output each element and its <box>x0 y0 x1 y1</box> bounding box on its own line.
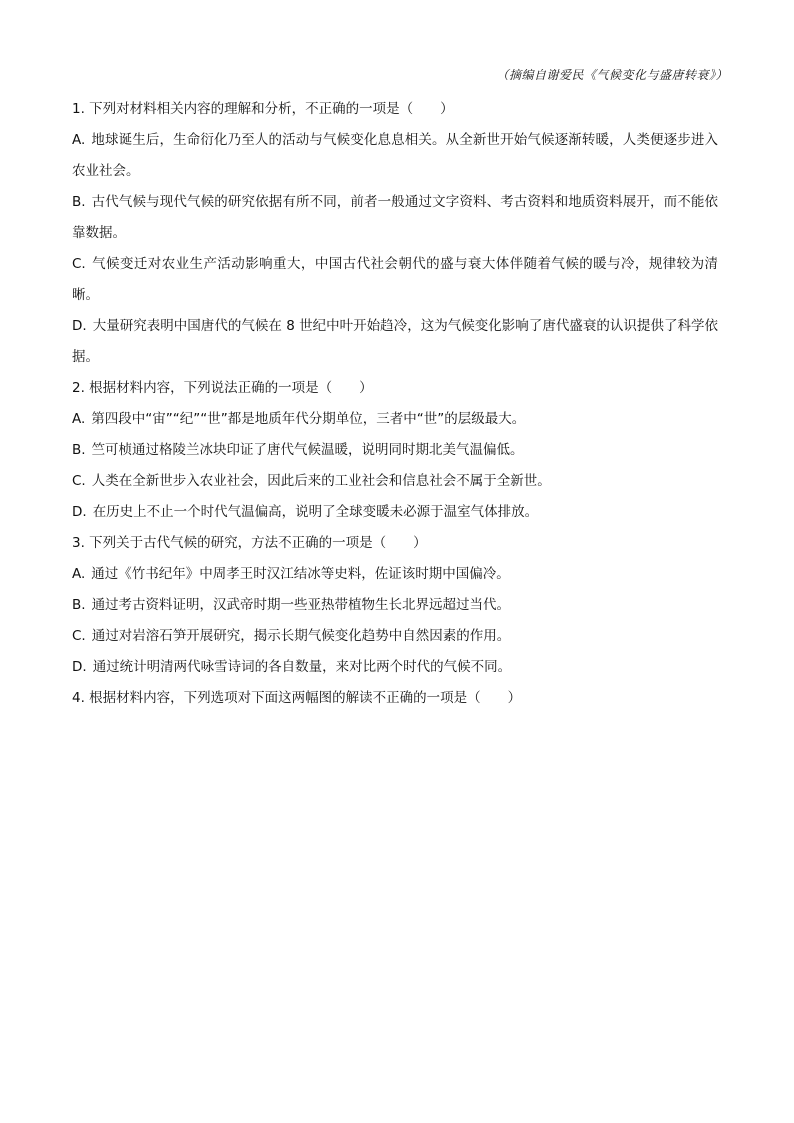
question-stem: 1. 下列对材料相关内容的理解和分析，不正确的一项是（ ） <box>72 101 454 117</box>
question-stem: 3. 下列关于古代气候的研究，方法不正确的一项是（ ） <box>72 535 427 551</box>
option-letter: B. <box>72 194 86 210</box>
option-letter: A. <box>72 132 86 148</box>
option-d <box>72 311 718 373</box>
option-text: 通过《竹书纪年》中周孝王时汉江结冰等史料，佐证该时期中国偏冷。 <box>91 566 510 582</box>
option-text: 气候变迁对农业生产活动影响重大，中国古代社会朝代的盛与衰大体伴随着气候的暖与冷，规律较为清晰。 <box>72 256 718 303</box>
option-letter: D. <box>72 318 87 334</box>
option-c <box>72 466 718 497</box>
question-list <box>72 94 718 714</box>
option-a <box>72 404 718 435</box>
option-letter: B. <box>72 597 86 613</box>
option-b <box>72 187 718 249</box>
question-stem: 2. 根据材料内容，下列说法正确的一项是（ ） <box>72 380 373 396</box>
option-text: 地球诞生后，生命衍化乃至人的活动与气候变化息息相关。从全新世开始气候逐渐转暖，人类便逐步进入农业社会。 <box>72 132 718 179</box>
option-text: 通过对岩溶石笋开展研究，揭示长期气候变化趋势中自然因素的作用。 <box>91 628 511 644</box>
question-stem: 4. 根据材料内容，下列选项对下面这两幅图的解读不正确的一项是（ ） <box>72 690 522 706</box>
option-a <box>72 559 718 590</box>
option-letter: A. <box>72 411 86 427</box>
option-a <box>72 125 718 187</box>
source-note: （摘编自谢爱民《气候变化与盛唐转衰》） <box>496 68 728 82</box>
option-letter: D. <box>72 659 87 675</box>
option-letter: C. <box>72 473 86 489</box>
option-d <box>72 497 718 528</box>
option-text: 通过统计明清两代咏雪诗词的各自数量，来对比两个时代的气候不同。 <box>92 659 512 675</box>
option-b <box>72 590 718 621</box>
option-c <box>72 621 718 652</box>
option-text: 大量研究表明中国唐代的气候在 8 世纪中叶开始趋冷，这为气候变化影响了唐代盛衰的认识提供了科学依据。 <box>72 318 718 365</box>
option-text: 人类在全新世步入农业社会，因此后来的工业社会和信息社会不属于全新世。 <box>91 473 551 489</box>
option-letter: C. <box>72 628 86 644</box>
option-text: 竺可桢通过格陵兰冰块印证了唐代气候温暖，说明同时期北美气温偏低。 <box>91 442 524 458</box>
option-b <box>72 435 718 466</box>
option-letter: A. <box>72 566 86 582</box>
option-text: 在历史上不止一个时代气温偏高，说明了全球变暖未必源于温室气体排放。 <box>92 504 539 520</box>
option-letter: D. <box>72 504 87 520</box>
option-c <box>72 249 718 311</box>
option-letter: B. <box>72 442 86 458</box>
option-text: 第四段中“宙”“纪”“世”都是地质年代分期单位，三者中“世”的层级最大。 <box>91 411 526 427</box>
option-d <box>72 652 718 683</box>
option-text: 通过考古资料证明，汉武帝时期一些亚热带植物生长北界远超过当代。 <box>91 597 511 613</box>
option-text: 古代气候与现代气候的研究依据有所不同，前者一般通过文字资料、考古资料和地质资料展开，而不能依靠数据。 <box>72 194 718 241</box>
option-letter: C. <box>72 256 86 272</box>
